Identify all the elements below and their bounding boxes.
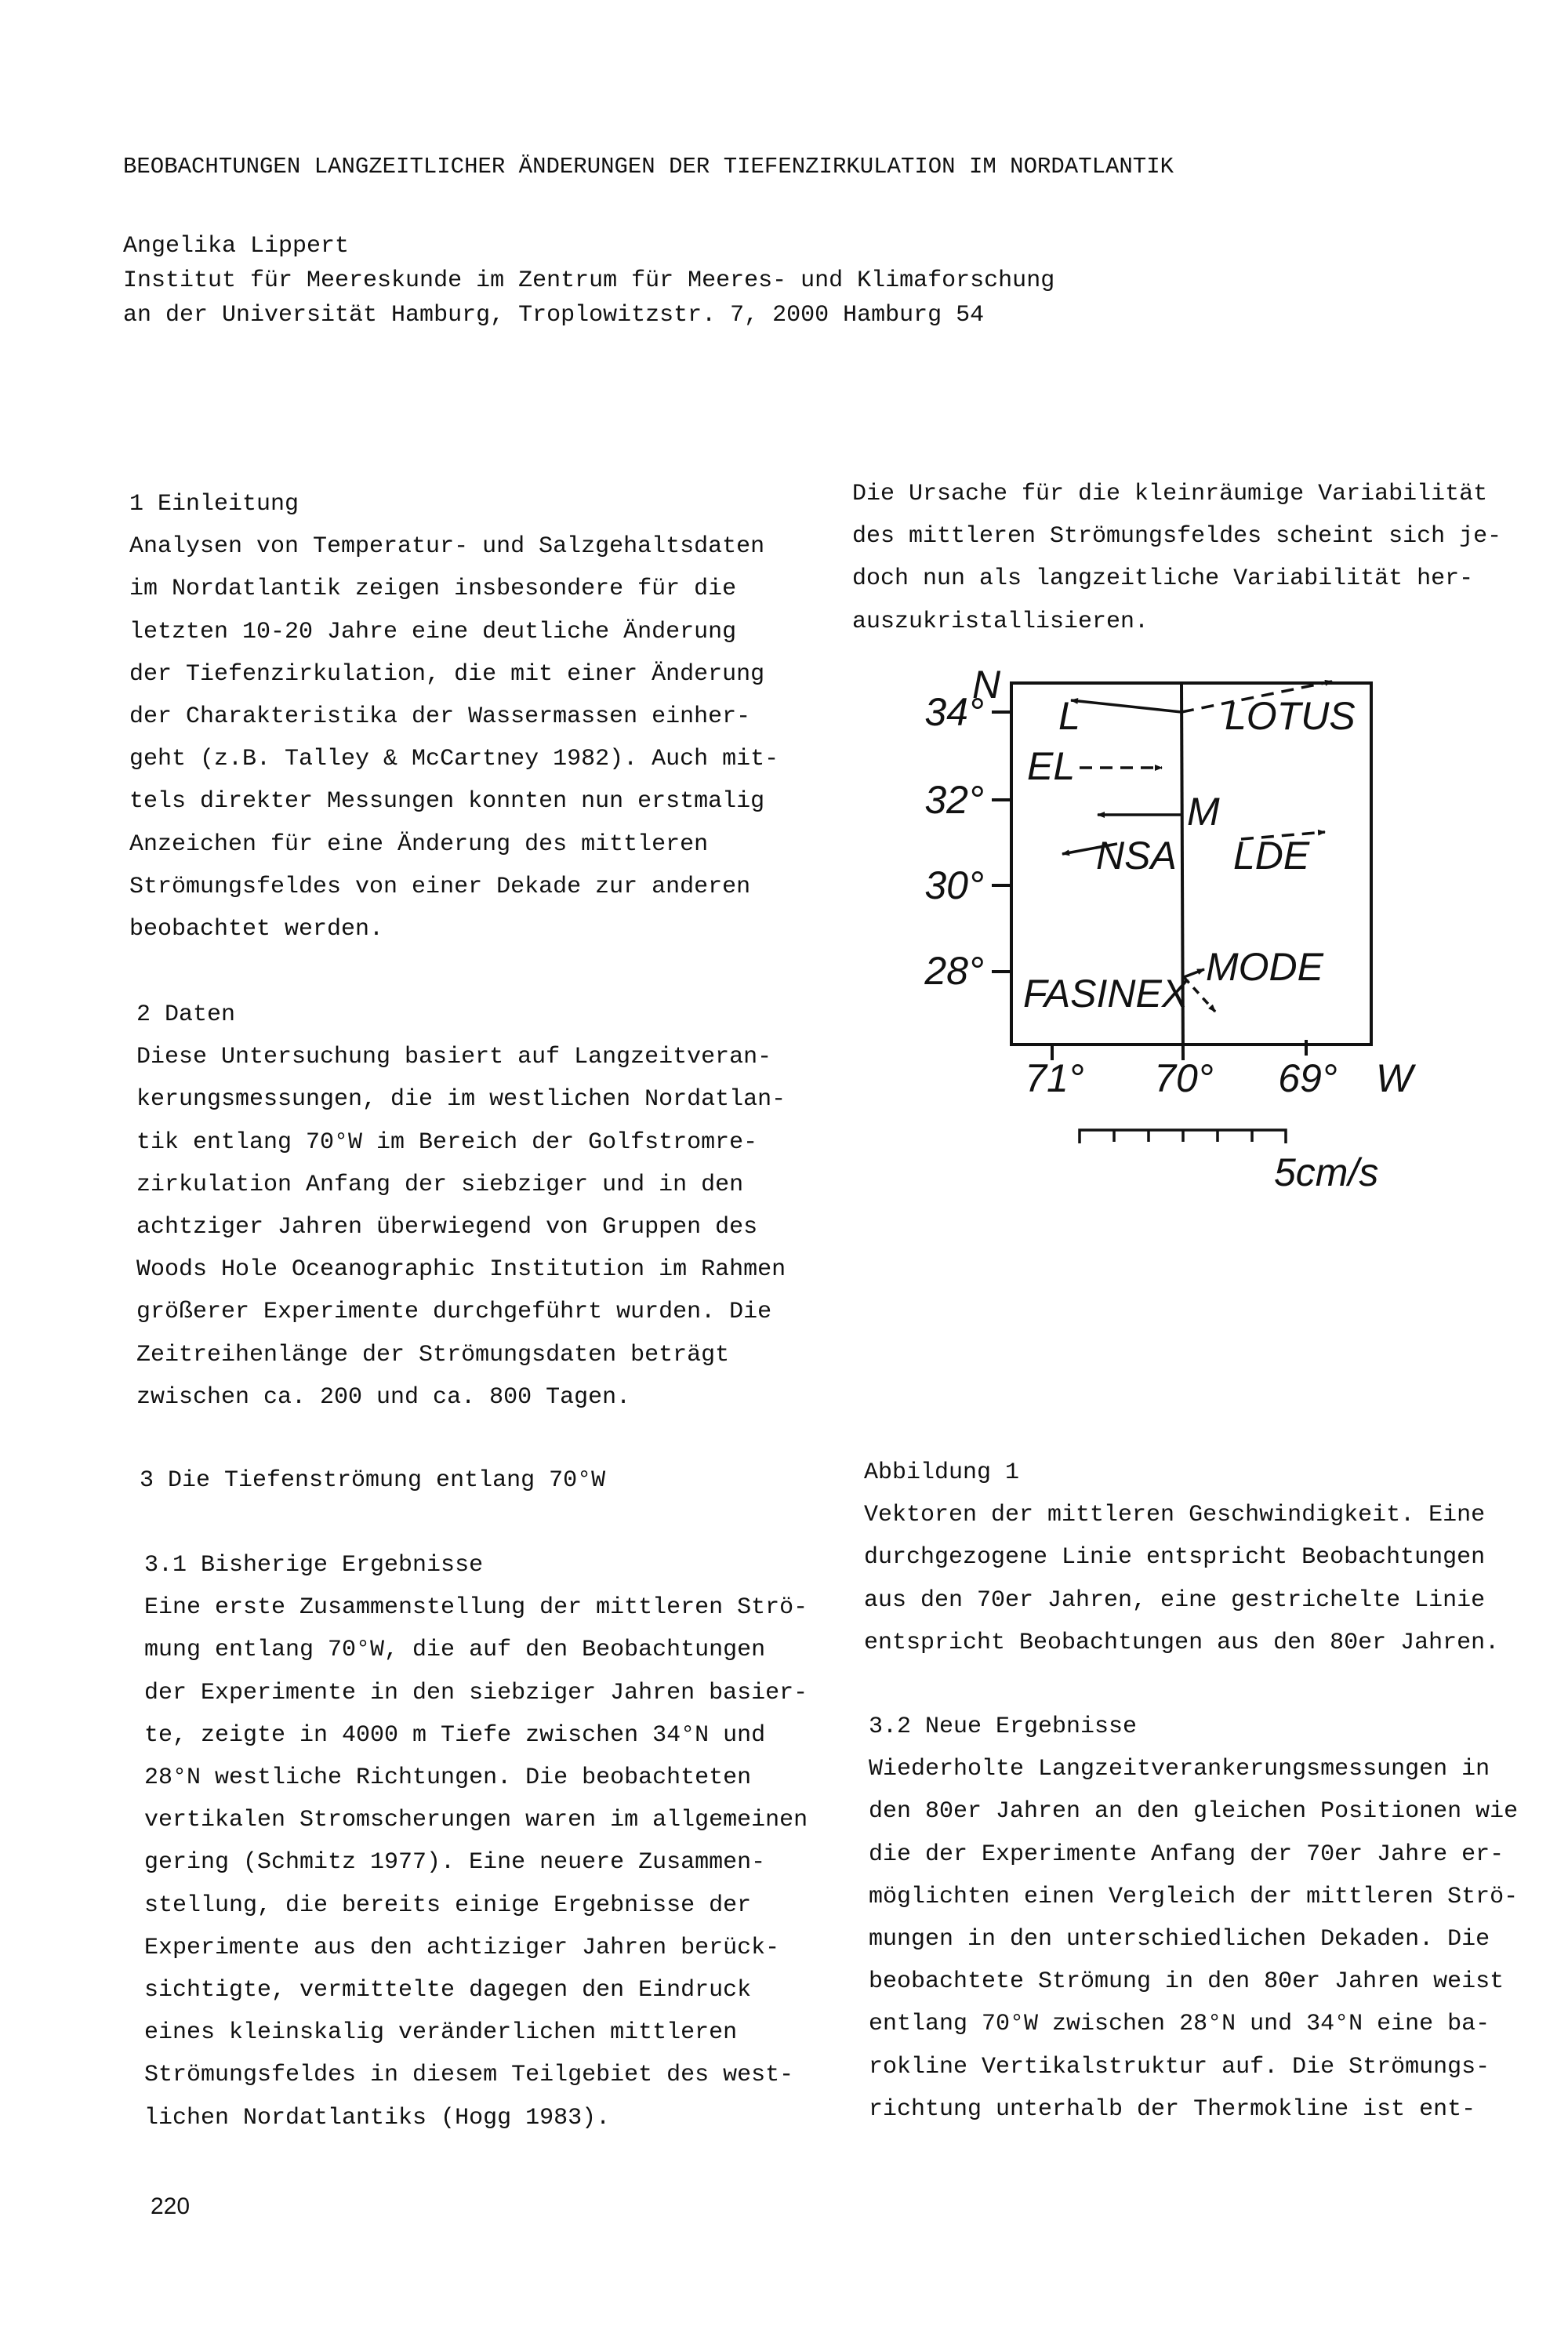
text-line: Anzeichen für eine Änderung des mittleren — [129, 830, 709, 858]
text-line: Analysen von Temperatur- und Salzgehaltsdaten — [129, 533, 765, 561]
text-line: im Nordatlantik zeigen insbesondere für die — [129, 576, 737, 603]
text-line: der Charakteristika der Wassermassen einher- — [129, 703, 751, 731]
velocity-scale-bar — [1080, 1130, 1286, 1143]
text-line: 2 Daten — [136, 1001, 236, 1028]
page-number: 220 — [151, 2193, 191, 2219]
text-line: stellung, die bereits einige Ergebnisse der — [144, 1891, 752, 1919]
scale-label: 5cm/s — [1274, 1150, 1379, 1194]
label-nsa: NSA — [1096, 834, 1177, 878]
text-line: möglichten einen Vergleich der mittleren Strö- — [869, 1883, 1519, 1910]
label-l: L — [1058, 694, 1080, 738]
text-line: richtung unterhalb der Thermokline ist ent- — [869, 2095, 1476, 2123]
text-line: beobachtete Strömung in den 80er Jahren weist — [869, 1968, 1504, 1996]
text-line: Vektoren der mittleren Geschwindigkeit. Eine — [864, 1502, 1486, 1529]
lon-label: 69° — [1278, 1056, 1338, 1100]
text-line: den 80er Jahren an den gleichen Positionen wie — [869, 1798, 1519, 1826]
text-line: te, zeigte in 4000 m Tiefe zwischen 34°N und — [144, 1721, 766, 1749]
text-line: Die Ursache für die kleinräumige Variabilität — [852, 481, 1488, 507]
text-line: Eine erste Zusammenstellung der mittleren Strö- — [144, 1594, 808, 1622]
west-label: W — [1376, 1056, 1414, 1100]
text-line: letzten 10-20 Jahre eine deutliche Änderung — [129, 618, 737, 645]
text-line: doch nun als langzeitliche Variabilität her- — [852, 565, 1474, 593]
text-line: des mittleren Strömungsfeldes scheint sich je- — [852, 523, 1502, 551]
text-line: Diese Untersuchung basiert auf Langzeitveran- — [136, 1044, 772, 1071]
text-line: 3.2 Neue Ergebnisse — [869, 1713, 1138, 1740]
text-line: zwischen ca. 200 und ca. 800 Tagen. — [136, 1383, 631, 1411]
text-line: tik entlang 70°W im Bereich der Golfstromre- — [136, 1128, 758, 1156]
text-line: der Tiefenzirkulation, die mit einer Änderung — [129, 660, 765, 688]
north-label: N — [972, 663, 1001, 707]
text-line: 28°N westliche Richtungen. Die beobachteten — [144, 1764, 752, 1792]
text-line: Zeitreihenlänge der Strömungsdaten beträgt — [136, 1341, 730, 1368]
text-line: geht (z.B. Talley & McCartney 1982). Auch mit- — [129, 746, 779, 773]
text-line: Strömungsfeldes in diesem Teilgebiet des west- — [144, 2062, 794, 2089]
text-line: durchgezogene Linie entspricht Beobachtungen — [864, 1544, 1486, 1572]
text-line: kerungsmessungen, die im westlichen Nordatlan- — [136, 1086, 786, 1114]
vector-l-70s — [1071, 700, 1181, 712]
text-line: zirkulation Anfang der siebziger und in den — [136, 1171, 744, 1198]
text-line: größerer Experimente durchgeführt wurden. Die — [136, 1299, 772, 1326]
text-line: mung entlang 70°W, die auf den Beobachtungen — [144, 1637, 766, 1664]
text-line: an der Universität Hamburg, Troplowitzstr. 7, 2000 Hamburg 54 — [123, 302, 985, 329]
text-line: 3.1 Bisherige Ergebnisse — [144, 1552, 484, 1579]
text-line: 3 Die Tiefenströmung entlang 70°W — [140, 1467, 606, 1494]
text-line: rokline Vertikalstruktur auf. Die Strömungs- — [869, 2053, 1490, 2080]
text-line: lichen Nordatlantiks (Hogg 1983). — [144, 2104, 611, 2131]
text-line: entspricht Beobachtungen aus den 80er Jahren. — [864, 1629, 1500, 1656]
lon-label: 70° — [1154, 1056, 1214, 1100]
label-lde: LDE — [1233, 834, 1310, 878]
text-line: Woods Hole Oceanographic Institution im Rahmen — [136, 1256, 786, 1284]
text-line: gering (Schmitz 1977). Eine neuere Zusammen- — [144, 1849, 766, 1877]
lat-label: 34° — [924, 690, 984, 734]
text-line: vertikalen Stromscherungen waren im allgemeinen — [144, 1807, 808, 1834]
text-line: achtziger Jahren überwiegend von Gruppen des — [136, 1214, 758, 1241]
lat-label: 32° — [924, 778, 984, 822]
lat-label: 30° — [924, 863, 984, 907]
text-line: die der Experimente Anfang der 70er Jahre er- — [869, 1841, 1504, 1868]
text-line: mungen in den unterschiedlichen Dekaden. Die — [869, 1926, 1490, 1953]
text-line: auszukristallisieren. — [852, 608, 1149, 635]
text-line: entlang 70°W zwischen 28°N und 34°N eine ba- — [869, 2011, 1490, 2038]
lat-label: 28° — [924, 949, 984, 993]
text-line: eines kleinskalig veränderlichen mittleren — [144, 2019, 738, 2047]
text-line: aus den 70er Jahren, eine gestrichelte Linie — [864, 1586, 1486, 1614]
text-line: der Experimente in den siebziger Jahren basier- — [144, 1679, 808, 1706]
text-line: Experimente aus den achtiziger Jahren berück- — [144, 1934, 780, 1961]
text-line: Abbildung 1 — [864, 1459, 1020, 1486]
lon-label: 71° — [1025, 1056, 1084, 1100]
text-line: 1 Einleitung — [129, 491, 299, 518]
label-el: EL — [1027, 744, 1076, 788]
text-line: Strömungsfeldes von einer Dekade zur anderen — [129, 873, 751, 900]
text-line: Wiederholte Langzeitverankerungsmessungen in — [869, 1756, 1490, 1783]
text-line: sichtigte, vermittelte dagegen den Eindruck — [144, 1977, 752, 2004]
text-line: Angelika Lippert — [123, 233, 350, 260]
label-m: M — [1187, 790, 1220, 834]
label-mode: MODE — [1206, 945, 1323, 989]
text-line: Institut für Meereskunde im Zentrum für Meeres- und Klimaforschung — [123, 267, 1055, 294]
text-line: beobachtet werden. — [129, 916, 384, 943]
text-line: tels direkter Messungen konnten nun erstmalig — [129, 788, 765, 816]
paper-title: BEOBACHTUNGEN LANGZEITLICHER ÄNDERUNGEN DER TIEFENZIRKULATION IM NORDATLANTIK — [123, 154, 1174, 180]
label-fasinex: FASINEX — [1023, 972, 1189, 1016]
label-lotus: LOTUS — [1225, 694, 1356, 738]
